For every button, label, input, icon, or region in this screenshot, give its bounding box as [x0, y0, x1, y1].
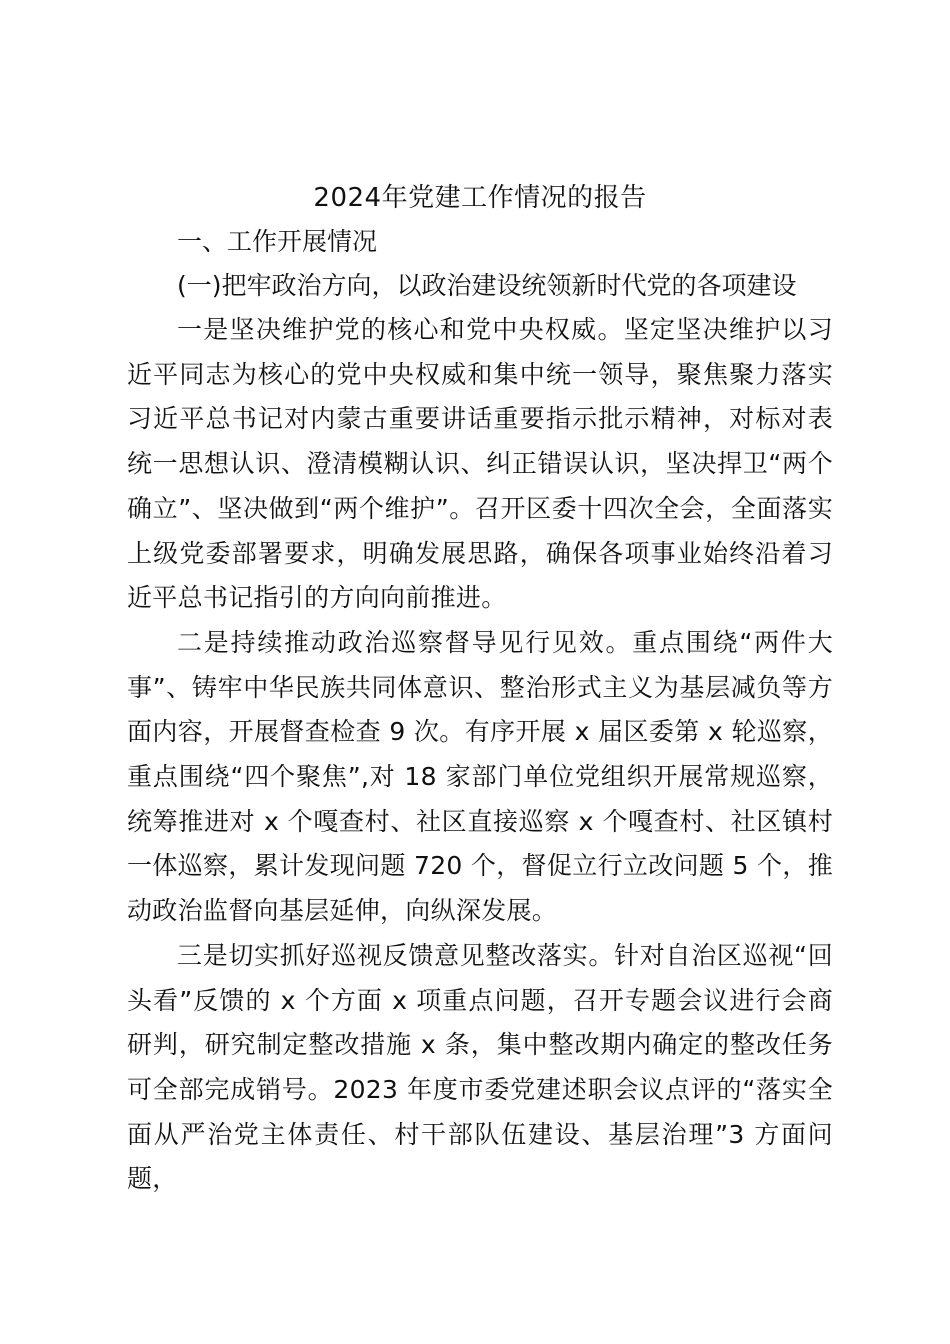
paragraph-3-lead: 三是切实抓好巡视反馈意见整改落实。: [177, 940, 615, 970]
paragraph-1: [127, 308, 833, 621]
document-title: 2024年党建工作情况的报告: [313, 183, 647, 213]
paragraph-1-lead: 一是坚决维护党的核心和党中央权威。: [177, 315, 624, 344]
paragraph-2: [127, 621, 833, 934]
section-heading: 一、工作开展情况: [177, 227, 378, 256]
paragraph-3: [127, 934, 833, 1202]
subsection-heading: (一)把牢政治方向，以政治建设统领新时代党的各项建设: [177, 271, 797, 300]
paragraph-3-body: 针对自治区巡视“回头看”反馈的 x 个方面 x 项重点问题，召开专题会议进行会商研判，研究制定整改措施 x 条，集中整改期内确定的整改任务可全部完成销号。2023 年度市委党建述职会议点评的“落实全面从严治党主体责任、村干部队伍建设、基层治理”3 方面问题，: [127, 940, 833, 1194]
paragraph-1-body: 坚定坚决维护以习近平同志为核心的党中央权威和集中统一领导，聚焦聚力落实习近平总书记对内蒙古重要讲话重要指示批示精神，对标对表统一思想认识、澄清模糊认识、纠正错误认识，坚决捍卫“两个确立”、坚决做到“两个维护”。召开区委十四次全会，全面落实上级党委部署要求，明确发展思路，确保各项事业始终沿着习近平总书记指引的方向向前推进。: [127, 315, 834, 613]
document-body: [127, 176, 833, 1202]
paragraph-2-lead: 二是持续推动政治巡察督导见行见效。: [177, 627, 633, 657]
paragraph-2-body: 重点围绕“两件大事”、铸牢中华民族共同体意识、整治形式主义为基层减负等方面内容，开展督查检查 9 次。有序开展 x 届区委第 x 轮巡察，重点围绕“四个聚焦”,对 18 家部门单位党组织开展常规巡察，统筹推进对 x 个嘎查村、社区直接巡察 x 个嘎查村、社区镇村一体巡察，累计发现问题 720 个，督促立行立改问题 5 个，推动政治监督向基层延伸，向纵深发展。: [127, 627, 833, 926]
